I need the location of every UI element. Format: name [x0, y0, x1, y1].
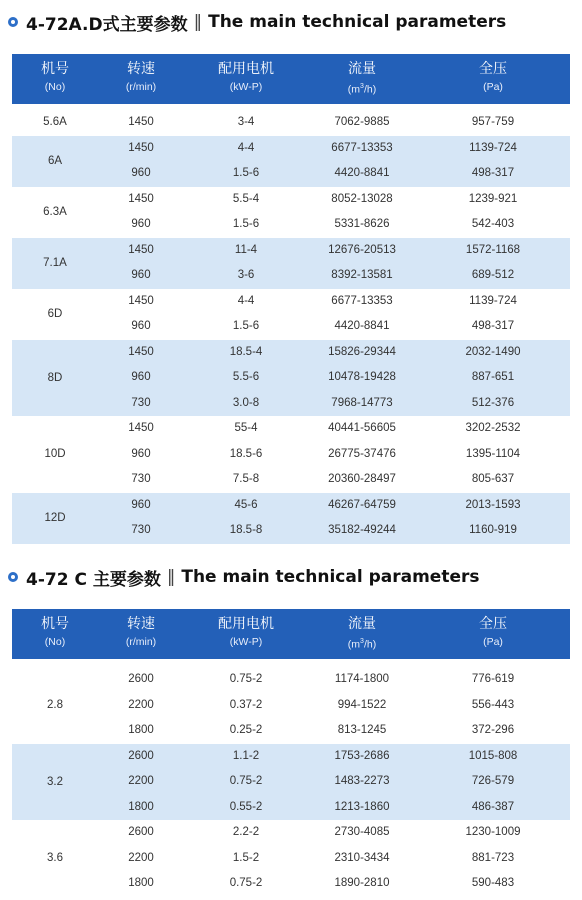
motor-cell: 1.5-6 — [232, 320, 260, 332]
pressure-cell: 498-317 — [471, 167, 515, 179]
pressure-cell: 3202-2532 — [465, 422, 521, 434]
speed-cell: 2200 — [128, 698, 154, 711]
header-pressure-label: 全压 — [479, 615, 507, 631]
pressure-cell: 556-443 — [471, 698, 515, 711]
header-flow — [308, 609, 416, 652]
header-speed-unit: (r/min) — [125, 636, 157, 648]
pressure-cell: 1572-1168 — [465, 243, 521, 256]
flow-cell: 5331-8626 — [334, 218, 390, 230]
motor-cell: 0.55-2 — [229, 800, 263, 813]
table-row — [12, 518, 570, 543]
flow-cell: 7968-14773 — [331, 396, 393, 409]
pressure-cell: 776-619 — [471, 673, 515, 685]
motor-cell: 3.0-8 — [232, 396, 260, 409]
pressure-cell: 372-296 — [471, 724, 515, 736]
flow-cell: 4420-8841 — [334, 320, 390, 332]
speed-cell: 1450 — [128, 141, 154, 154]
header-motor-label: 配用电机 — [218, 60, 274, 76]
header-flow-unit: $(m^3/h)$ — [347, 83, 377, 96]
speed-cell: 1450 — [128, 116, 154, 128]
model-group — [12, 493, 570, 544]
flow-cell: 40441-56605 — [328, 422, 396, 434]
motor-cell: 0.37-2 — [229, 698, 263, 711]
model-group — [12, 744, 570, 821]
speed-cell: 960 — [131, 371, 151, 383]
model-group — [12, 340, 570, 417]
flow-cell: 4420-8841 — [334, 167, 390, 179]
motor-cell: 4-4 — [237, 141, 255, 154]
table-row — [12, 667, 570, 692]
flow-cell: 10478-19428 — [328, 371, 396, 383]
speed-cell: 1800 — [128, 877, 154, 889]
speed-cell: 960 — [131, 498, 151, 511]
motor-cell: 4-4 — [237, 294, 255, 307]
header-speed-label: 转速 — [127, 615, 155, 631]
model-number: 8D — [47, 371, 63, 384]
section-title-cn: 4-72 C 主要参数 — [26, 569, 161, 590]
motor-cell: 18.5-6 — [229, 447, 263, 460]
title-separator: ‖ — [166, 567, 176, 587]
pressure-cell: 498-317 — [471, 320, 515, 332]
motor-cell: 3-4 — [237, 116, 255, 128]
motor-cell: 11-4 — [234, 243, 258, 256]
model-number: 6D — [47, 307, 63, 320]
table-row — [12, 416, 570, 441]
speed-cell: 1800 — [128, 800, 154, 813]
header-pressure-unit: (Pa) — [483, 636, 503, 648]
header-no-unit: (No) — [44, 81, 66, 93]
model-number: 3.2 — [47, 775, 63, 788]
pressure-cell: 1395-1104 — [465, 447, 521, 460]
model-group — [12, 238, 570, 289]
model-number: 3.6 — [47, 852, 63, 864]
motor-cell: 0.75-2 — [229, 877, 263, 889]
pressure-cell: 1015-808 — [468, 749, 518, 762]
section-title — [8, 563, 480, 591]
speed-cell: 1450 — [128, 345, 154, 358]
header-motor — [184, 54, 308, 94]
pressure-cell: 542-403 — [471, 218, 515, 230]
speed-cell: 1450 — [128, 294, 154, 307]
section-title-en: The main technical parameters — [181, 567, 480, 587]
table-row — [12, 289, 570, 314]
flow-cell: 8392-13581 — [331, 269, 393, 281]
pressure-cell: 512-376 — [471, 396, 515, 409]
speed-cell: 2600 — [128, 749, 154, 762]
table-row — [12, 744, 570, 769]
table-row — [12, 442, 570, 467]
motor-cell: 1.5-6 — [232, 167, 260, 179]
model-group — [12, 110, 570, 136]
motor-cell: 5.5-6 — [232, 371, 260, 383]
table-row — [12, 718, 570, 743]
pressure-cell: 881-723 — [471, 851, 515, 864]
section-title-en: The main technical parameters — [208, 12, 507, 32]
speed-cell: 730 — [131, 473, 151, 485]
model-number: 10D — [44, 448, 66, 460]
table-row — [12, 391, 570, 416]
speed-cell: 960 — [131, 269, 151, 281]
motor-cell: 2.2-2 — [232, 826, 260, 838]
speed-cell: 960 — [131, 167, 151, 179]
model-group — [12, 667, 570, 744]
table-row — [12, 493, 570, 518]
speed-cell: 2600 — [128, 826, 154, 838]
flow-cell: 7062-9885 — [334, 116, 390, 128]
bullet-icon — [8, 572, 18, 582]
header-speed-label: 转速 — [127, 60, 155, 76]
table-row — [12, 365, 570, 390]
motor-cell: 0.25-2 — [229, 724, 263, 736]
header-flow-label: 流量 — [348, 615, 376, 631]
flow-cell: 46267-64759 — [328, 498, 396, 511]
speed-cell: 960 — [131, 320, 151, 332]
speed-cell: 2600 — [128, 673, 154, 685]
table-row — [12, 263, 570, 288]
flow-cell: 20360-28497 — [328, 473, 396, 485]
header-motor-unit: (kW-P) — [229, 81, 263, 93]
flow-cell: 8052-13028 — [331, 192, 393, 205]
header-no-label: 机号 — [41, 60, 69, 76]
table-row — [12, 693, 570, 718]
table-row — [12, 238, 570, 263]
header-no-unit: (No) — [44, 636, 66, 648]
motor-cell: 18.5-8 — [229, 524, 263, 536]
header-flow-label: 流量 — [348, 60, 376, 76]
motor-cell: 1.5-2 — [232, 851, 260, 864]
section-title — [8, 8, 506, 36]
flow-cell: 35182-49244 — [328, 524, 396, 536]
table-row — [12, 820, 570, 845]
pressure-cell: 1239-921 — [468, 192, 518, 205]
motor-cell: 0.75-2 — [229, 673, 263, 685]
flow-cell: 15826-29344 — [328, 345, 396, 358]
speed-cell: 1450 — [128, 192, 154, 205]
pressure-cell: 486-387 — [471, 800, 515, 813]
model-group — [12, 289, 570, 340]
flow-cell: 26775-37476 — [328, 447, 396, 460]
speed-cell: 730 — [131, 396, 151, 409]
motor-cell: 7.5-8 — [232, 473, 260, 485]
table-row — [12, 314, 570, 339]
table-row — [12, 136, 570, 161]
model-number: 12D — [44, 511, 66, 524]
pressure-cell: 1230-1009 — [465, 826, 521, 838]
section-title-cn: 4-72A.D式主要参数 — [26, 14, 188, 35]
table-row — [12, 110, 570, 135]
model-number: 6A — [47, 154, 63, 167]
speed-cell: 1450 — [128, 422, 154, 434]
motor-cell: 55-4 — [234, 422, 258, 434]
speed-cell: 960 — [131, 447, 151, 460]
pressure-cell: 2032-1490 — [465, 345, 521, 358]
header-pressure — [416, 609, 570, 649]
pressure-cell: 2013-1593 — [465, 498, 521, 511]
header-motor-label: 配用电机 — [218, 615, 274, 631]
header-speed-unit: (r/min) — [125, 81, 157, 93]
flow-cell: 2310-3434 — [334, 851, 390, 864]
header-no — [12, 609, 98, 649]
header-flow — [308, 54, 416, 97]
header-pressure — [416, 54, 570, 94]
flow-cell: 6677-13353 — [331, 294, 393, 307]
motor-cell: 1.1-2 — [232, 749, 260, 762]
table-row — [12, 161, 570, 186]
table-row — [12, 467, 570, 492]
motor-cell: 3-6 — [237, 269, 255, 281]
table-row — [12, 795, 570, 820]
header-motor-unit: (kW-P) — [229, 636, 263, 648]
flow-cell: 1890-2810 — [334, 877, 390, 889]
model-group — [12, 820, 570, 897]
header-pressure-label: 全压 — [479, 60, 507, 76]
table-row — [12, 846, 570, 871]
bullet-icon — [8, 17, 18, 27]
table-row — [12, 340, 570, 365]
motor-cell: 5.5-4 — [232, 192, 260, 205]
pressure-cell: 805-637 — [471, 473, 515, 485]
model-group — [12, 187, 570, 238]
speed-cell: 1450 — [128, 243, 154, 256]
flow-cell: 12676-20513 — [328, 243, 396, 256]
pressure-cell: 1139-724 — [469, 294, 517, 307]
pressure-cell: 957-759 — [471, 116, 515, 128]
model-group — [12, 416, 570, 493]
header-speed — [98, 609, 184, 649]
motor-cell: 18.5-4 — [229, 345, 263, 358]
table-row — [12, 212, 570, 237]
flow-cell: 1213-1860 — [334, 800, 390, 813]
header-motor — [184, 609, 308, 649]
speed-cell: 1800 — [128, 724, 154, 736]
header-no-label: 机号 — [41, 615, 69, 631]
table-header — [12, 609, 570, 659]
model-number: 6.3A — [43, 205, 67, 218]
motor-cell: 0.75-2 — [229, 775, 263, 787]
table-row — [12, 187, 570, 212]
header-speed — [98, 54, 184, 94]
header-flow-unit: $(m^3/h)$ — [347, 638, 377, 651]
pressure-cell: 887-651 — [471, 371, 515, 383]
speed-cell: 2200 — [128, 775, 154, 787]
model-number: 7.1A — [43, 256, 67, 269]
motor-cell: 45-6 — [234, 498, 258, 511]
table-row — [12, 871, 570, 896]
model-number: 2.8 — [47, 699, 63, 711]
flow-cell: 1753-2686 — [334, 749, 390, 762]
title-separator: ‖ — [193, 12, 203, 32]
flow-cell: 994-1522 — [337, 698, 387, 711]
table-header — [12, 54, 570, 104]
model-number: 5.6A — [43, 116, 67, 128]
speed-cell: 960 — [131, 218, 151, 230]
pressure-cell: 689-512 — [471, 269, 515, 281]
pressure-cell: 1160-919 — [469, 524, 517, 536]
flow-cell: 2730-4085 — [334, 826, 390, 838]
header-no — [12, 54, 98, 94]
table-row — [12, 769, 570, 794]
flow-cell: 1483-2273 — [334, 775, 390, 787]
flow-cell: 813-1245 — [337, 724, 387, 736]
flow-cell: 6677-13353 — [331, 141, 393, 154]
pressure-cell: 726-579 — [471, 775, 515, 787]
pressure-cell: 1139-724 — [469, 141, 517, 154]
motor-cell: 1.5-6 — [232, 218, 260, 230]
pressure-cell: 590-483 — [471, 877, 515, 889]
model-group — [12, 136, 570, 187]
header-pressure-unit: (Pa) — [483, 81, 503, 93]
speed-cell: 730 — [131, 524, 151, 536]
flow-cell: 1174-1800 — [334, 673, 390, 685]
speed-cell: 2200 — [128, 851, 154, 864]
